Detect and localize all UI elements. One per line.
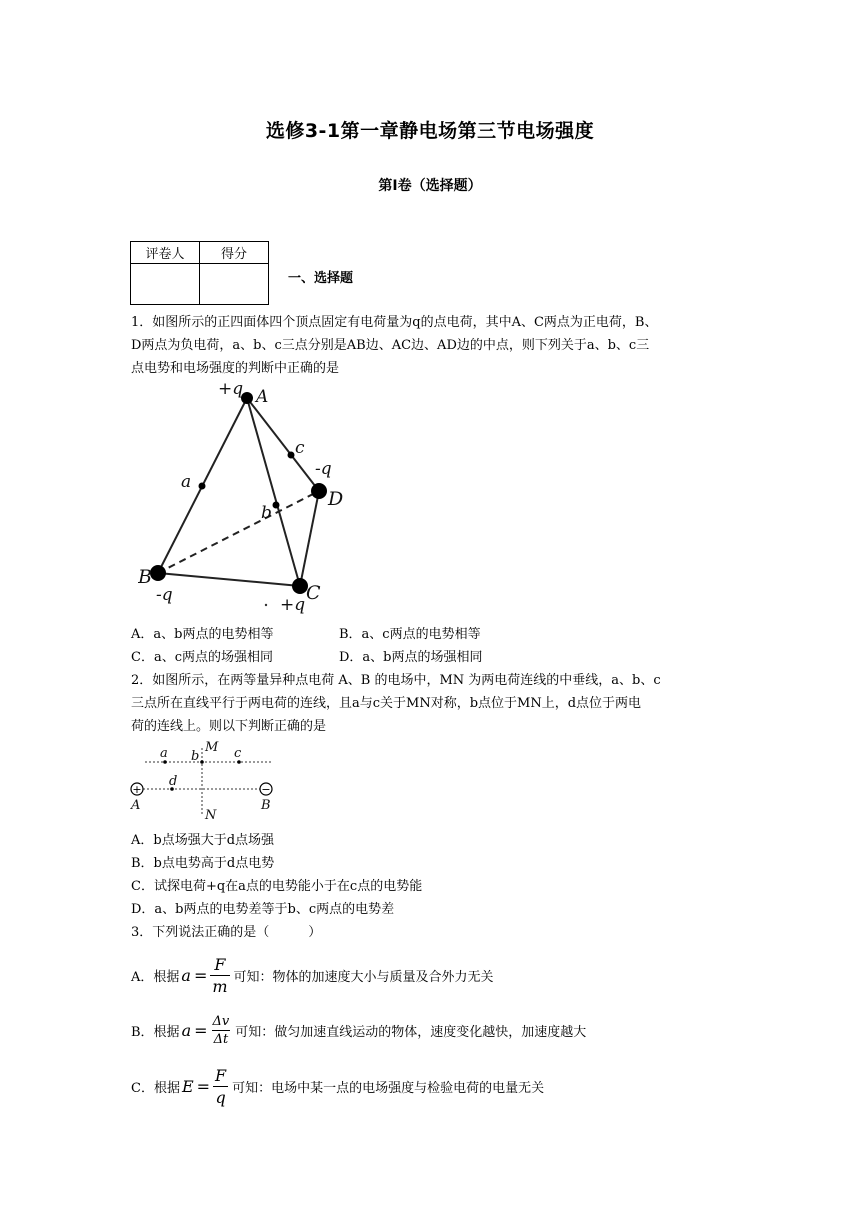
midpoint-a: [199, 483, 206, 490]
q1-option-b: B．a、c两点的电势相等: [339, 627, 481, 642]
formula-c-lhs: E: [181, 1076, 194, 1096]
formula-b-lhs: a: [181, 1020, 192, 1040]
label-a: a: [160, 746, 168, 761]
formula-b-numerator: Δv: [212, 1013, 230, 1029]
label-m: M: [205, 740, 219, 755]
q3-option-b-text: 可知：做匀加速直线运动的物体，速度变化越快，加速度越大: [235, 1024, 587, 1040]
tetrahedron-figure: [138, 381, 368, 617]
q3-option-b: [131, 1006, 586, 1054]
label-minus-q-b: -q: [156, 585, 173, 605]
edge-bc: [158, 573, 300, 586]
q3-option-c-prefix: C．根据: [131, 1080, 180, 1096]
formula-a-numerator: F: [214, 954, 226, 974]
label-c: c: [234, 746, 242, 761]
edge-ad: [247, 398, 319, 491]
q1-option-c: C．a、c两点的场强相同: [131, 650, 273, 665]
edge-cd: [300, 491, 319, 586]
label-charge-b: B: [261, 798, 271, 813]
score-table-header-grader: 评卷人: [131, 242, 200, 264]
label-vertex-c: C: [306, 582, 321, 604]
midpoint-c: [288, 452, 295, 459]
q2-line-3: 荷的连线上。则以下判断正确的是: [131, 719, 327, 734]
q3-option-b-prefix: B．根据: [131, 1024, 180, 1040]
q2-option-c: C．试探电荷+q在a点的电势能小于在c点的电势能: [131, 879, 423, 894]
label-plus-q-a: +q: [218, 381, 244, 399]
q3-option-c-text: 可知：电场中某一点的电场强度与检验电荷的电量无关: [232, 1080, 545, 1096]
q3-stem: 3．下列说法正确的是（ ）: [131, 925, 322, 940]
q3-option-c: [131, 1062, 544, 1110]
q1-line-1: 1．如图所示的正四面体四个顶点固定有电荷量为q的点电荷，其中A、C两点为正电荷，B、: [131, 315, 658, 330]
section-heading: 一、选择题: [288, 271, 354, 286]
q2-option-a: A．b点场强大于d点场强: [131, 833, 275, 848]
q2-option-b: B．b点电势高于d点电势: [131, 856, 275, 871]
formula-c-equals: =: [196, 1076, 211, 1096]
plus-sign: +: [132, 783, 142, 796]
formula-c-denominator: q: [215, 1087, 226, 1107]
minus-sign: −: [261, 783, 271, 796]
q2-option-d: D．a、b两点的电势差等于b、c两点的电势差: [131, 902, 395, 917]
formula-newton-second-law: [181, 955, 229, 996]
label-vertex-a: A: [256, 387, 269, 407]
label-plus-q-c: +q: [280, 595, 306, 615]
label-charge-a: A: [131, 798, 141, 813]
midpoint-b: [273, 502, 280, 509]
formula-electric-field-definition: [182, 1066, 228, 1107]
q1-line-2: D两点为负电荷，a、b、c三点分别是AB边、AC边、AD边的中点，则下列关于a、b、c三: [131, 338, 650, 353]
label-vertex-b: B: [138, 566, 152, 588]
formula-b-equals: =: [194, 1020, 208, 1040]
document-title: 选修3-1第一章静电场第三节电场强度: [265, 120, 595, 142]
q2-line-2: 三点所在直线平行于两电荷的连线，且a与c关于MN对称，b点位于MN上，d点位于两电: [131, 696, 642, 711]
label-minus-q-d: -q: [315, 459, 332, 479]
vertex-d-charge: [311, 483, 327, 499]
speck-mark: [265, 604, 267, 606]
edge-bd-hidden: [158, 491, 319, 573]
formula-a-equals: =: [193, 965, 208, 985]
q2-line-1: 2．如图所示，在两等量异种点电荷 A、B 的电场中，MN 为两电荷连线的中垂线，a、b、c: [131, 673, 661, 688]
q3-option-a-prefix: A．根据: [131, 969, 180, 985]
label-d: d: [169, 774, 178, 789]
score-table-grader-cell: [131, 264, 200, 305]
label-point-b: b: [261, 503, 272, 523]
label-point-c: c: [295, 438, 305, 458]
formula-a-lhs: a: [181, 965, 191, 985]
formula-b-denominator: Δt: [213, 1031, 229, 1047]
formula-c-numerator: F: [215, 1065, 227, 1085]
vertex-b-charge: [150, 565, 166, 581]
score-table-score-cell: [200, 264, 269, 305]
label-n: N: [205, 808, 217, 823]
score-table-header-score: 得分: [200, 242, 269, 264]
formula-a-denominator: m: [212, 976, 228, 996]
label-b: b: [191, 749, 200, 764]
formula-acceleration-definition: [182, 1014, 232, 1047]
point-b-dot: [200, 760, 204, 764]
q1-option-a: A．a、b两点的电势相等: [131, 627, 274, 642]
label-vertex-d: D: [328, 488, 344, 510]
label-point-a: a: [181, 472, 192, 492]
volume-subtitle: 第Ⅰ卷（选择题）: [378, 178, 482, 194]
q3-option-a-text: 可知：物体的加速度大小与质量及合外力无关: [233, 969, 494, 985]
point-charges-figure: [126, 738, 286, 824]
q1-line-3: 点电势和电场强度的判断中正确的是: [131, 361, 340, 376]
edge-ac: [247, 398, 300, 586]
q1-option-d: D．a、b两点的场强相同: [339, 650, 483, 665]
score-table: [130, 241, 269, 305]
q3-option-a: [131, 951, 494, 999]
